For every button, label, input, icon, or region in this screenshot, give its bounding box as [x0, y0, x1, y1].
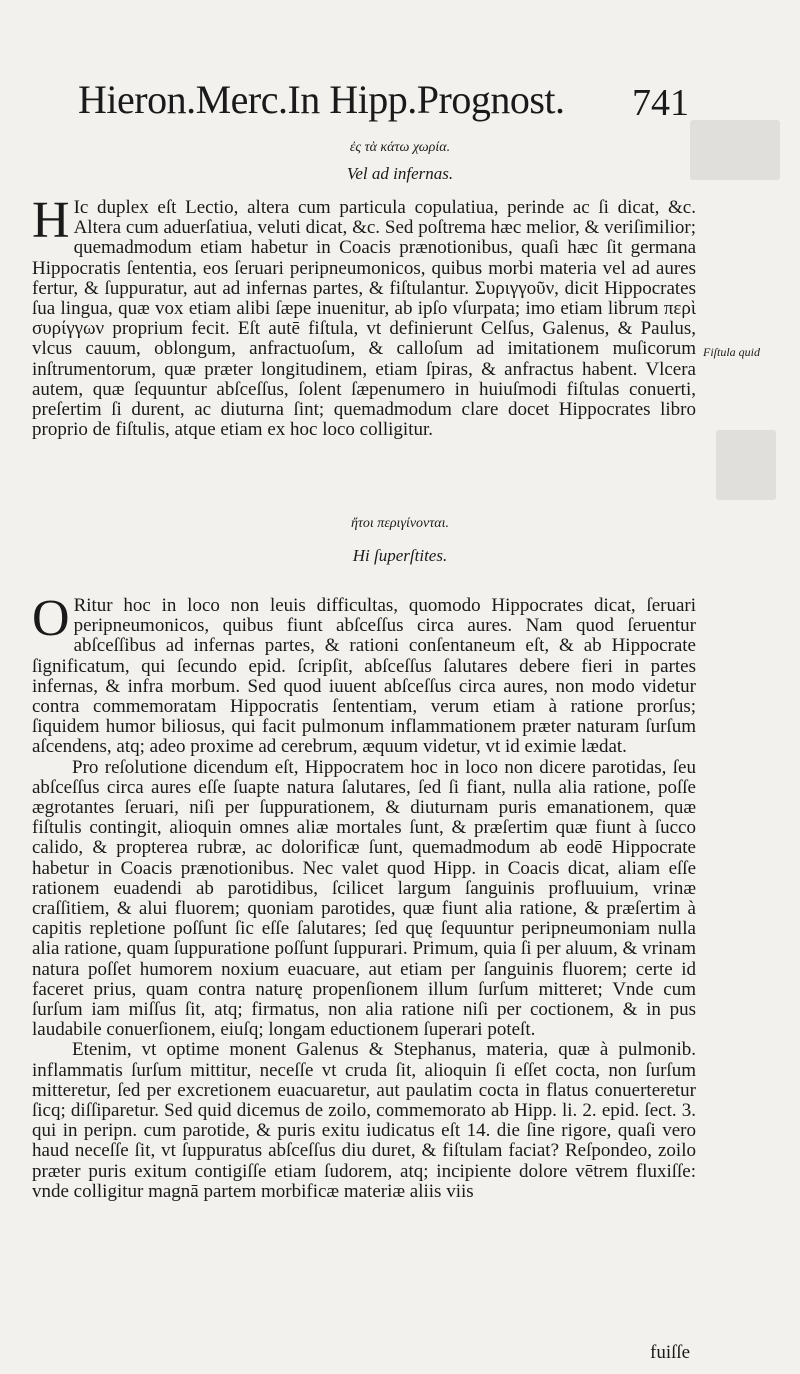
running-head: Hieron.Merc.In Hipp.Prognost. — [78, 77, 565, 122]
drop-cap-initial: O — [32, 590, 70, 647]
commentary-paragraph — [32, 192, 696, 441]
paragraph-text: Ritur hoc in loco non leuis difficultas, quomodo Hippocrates dicat, ſeruari peripneumonicos, quibus fiunt abſceſſus circa aures. Nam quod ſeruentur abſceſſibus ad infernas partes, & rationi conſentaneum eſt, & ab Hippocrate ſignificatum, qui ſecundo epid. ſcripſit, abſceſſus ſalutares debere fieri in partes infernas, & infra morbum. Sed quod iuuent abſceſſus circa aures, non modo videtur contra commemoratam Hippocratis ſententiam, verum etiam à ratione prorſus; ſiquidem humor biliosus, qui facit pulmonum inflammationem præter naturam ſurſum aſcendens, atq; adeo proxime ad cerebrum, æquum videtur, vt id eximie lædat. — [32, 595, 696, 758]
commentary-paragraph: Pro reſolutione dicendum eſt, Hippocratem hoc in loco non dicere parotidas, ſeu abſceſſus circa aures eſſe ſuapte natura ſalutares, ſed ſi fiant, nulla alia ratione, poſſe ægrotantes ſeruari, niſi per ſuppurationem, & diuturnam puris emanationem, quæ fiſtulis contingit, alioquin omnes aliæ mortales ſunt, & præſertim quæ fiunt à ſucco calido, & propterea rubræ, ac dolorificæ ſunt, quemadmodum ab eodē Hippocrate habetur in Coacis prænotionibus. Nec valet quod Hipp. in Coacis dicat, aliam eſſe rationem euadendi ab parotidibus, ſcilicet largum ſanguinis profluuium, vrinæ craſſitiem, & alui fluorem; quoniam parotides, quæ fiunt alia ratione, & præſertim à capitis repletione poſſunt ſic eſſe ſalutares; ſed quę ſequuntur peripneumoniam nulla alia ratione, quam ſuppuratione poſſunt ſuppurari. Primum, quia ſi per aluum, & vrinam natura poſſet humorem noxium euacuare, aut etiam per ſanguinis fluorem; certe id faceret prius, quam contra naturę propenſionem illum ſurſum mitteret; Vnde cum ſurſum iam miſſus ſit, atq; firmatus, non alia ratione niſi per coctionem, & in pus laudabile conuerſionem, eiuſq; longam eductionem ſuperari poteſt. — [32, 756, 696, 1041]
latin-lemma-heading-1: Vel ad infernas. — [346, 164, 454, 183]
commentary-section-1 — [32, 192, 696, 441]
drop-cap-initial: H — [32, 192, 70, 249]
commentary-paragraph: Etenim, vt optime monent Galenus & Stephanus, materia, quæ à pulmonib. inflammatis ſurſum mittitur, neceſſe vt cruda ſit, alioquin ſi eſſet cocta, non ſurſum mitteretur, ſed per excretionem euacuaretur, aut paulatim cocta in flatus conuerteretur ſicq; diſſiparetur. Sed quid dicemus de zoilo, commemorato ab Hipp. li. 2. epid. ſect. 3. qui in peripn. cum parotide, & puris exitu iudicatus eſt 14. die ſine rigore, quaſi vero haud neceſſe ſit, vt ſuppuratus abſceſſus diu duret, & fiſtulam faciat? Reſpondeo, zoilo præter puris exitum contigiſſe etiam ſudorem, atq; incipiente dolore vētrem fluxiſſe: vnde colligitur magnā partem morbificæ materiæ aliis viis — [32, 1039, 696, 1202]
commentary-section-2 — [32, 590, 696, 1202]
latin-lemma-heading-2: Hi ſuperſtites. — [352, 546, 448, 565]
margin-note: Fiſtula quid — [703, 345, 760, 359]
greek-lemma-heading-2: ἤτοι περιγίνονται. — [350, 516, 450, 531]
bleed-through-smudge — [690, 120, 780, 180]
greek-lemma-heading-1: ἐς τὰ κάτω χωρία. — [349, 140, 451, 155]
bleed-through-smudge — [716, 430, 776, 500]
catchword: fuiſſe — [650, 1342, 691, 1363]
paragraph-text: Ic duplex eſt Lectio, altera cum particula copulatiua, perinde ac ſi dicat, &c. Altera cum aduerſatiua, veluti dicat, &c. Sed poſtrema hæc melior, & veriſimilior; quemadmodum etiam habetur in Coacis prænotionibus, quaſi hæc ſit germana Hippocratis ſententia, eos ſeruari peripneumonicos, quibus morbi materia vel ad aures fertur, & ſuppuratur, aut ad infernas partes, & fiſtulantur. Συριγγοῦν, dicit Hippocrates ſua lingua, quæ vox etiam alibi ſæpe inuenitur, ab ipſo vſurpata; imo etiam librum περὶ συρίγγων proprium fecit. Eſt autē fiſtula, vt definierunt Celſus, Galenus, & Paulus, vlcus cauum, oblongum, anfractuoſum, & calloſum ad imitationem muſicorum inſtrumentorum, quæ præter longitudinem, etiam ſpiras, & anfractus habent. Vlcera autem, quæ ſequuntur abſceſſus, ſolent ſæpenumero in huiuſmodi fiſtulas conuerti, preſertim ſi durent, ac diuturna ſint; quemadmodum clare docet Hippocrates libro proprio de fiſtulis, atque etiam ex hoc loco colligitur. — [32, 197, 696, 441]
commentary-paragraph — [32, 590, 696, 758]
page-number: 741 — [632, 82, 689, 124]
